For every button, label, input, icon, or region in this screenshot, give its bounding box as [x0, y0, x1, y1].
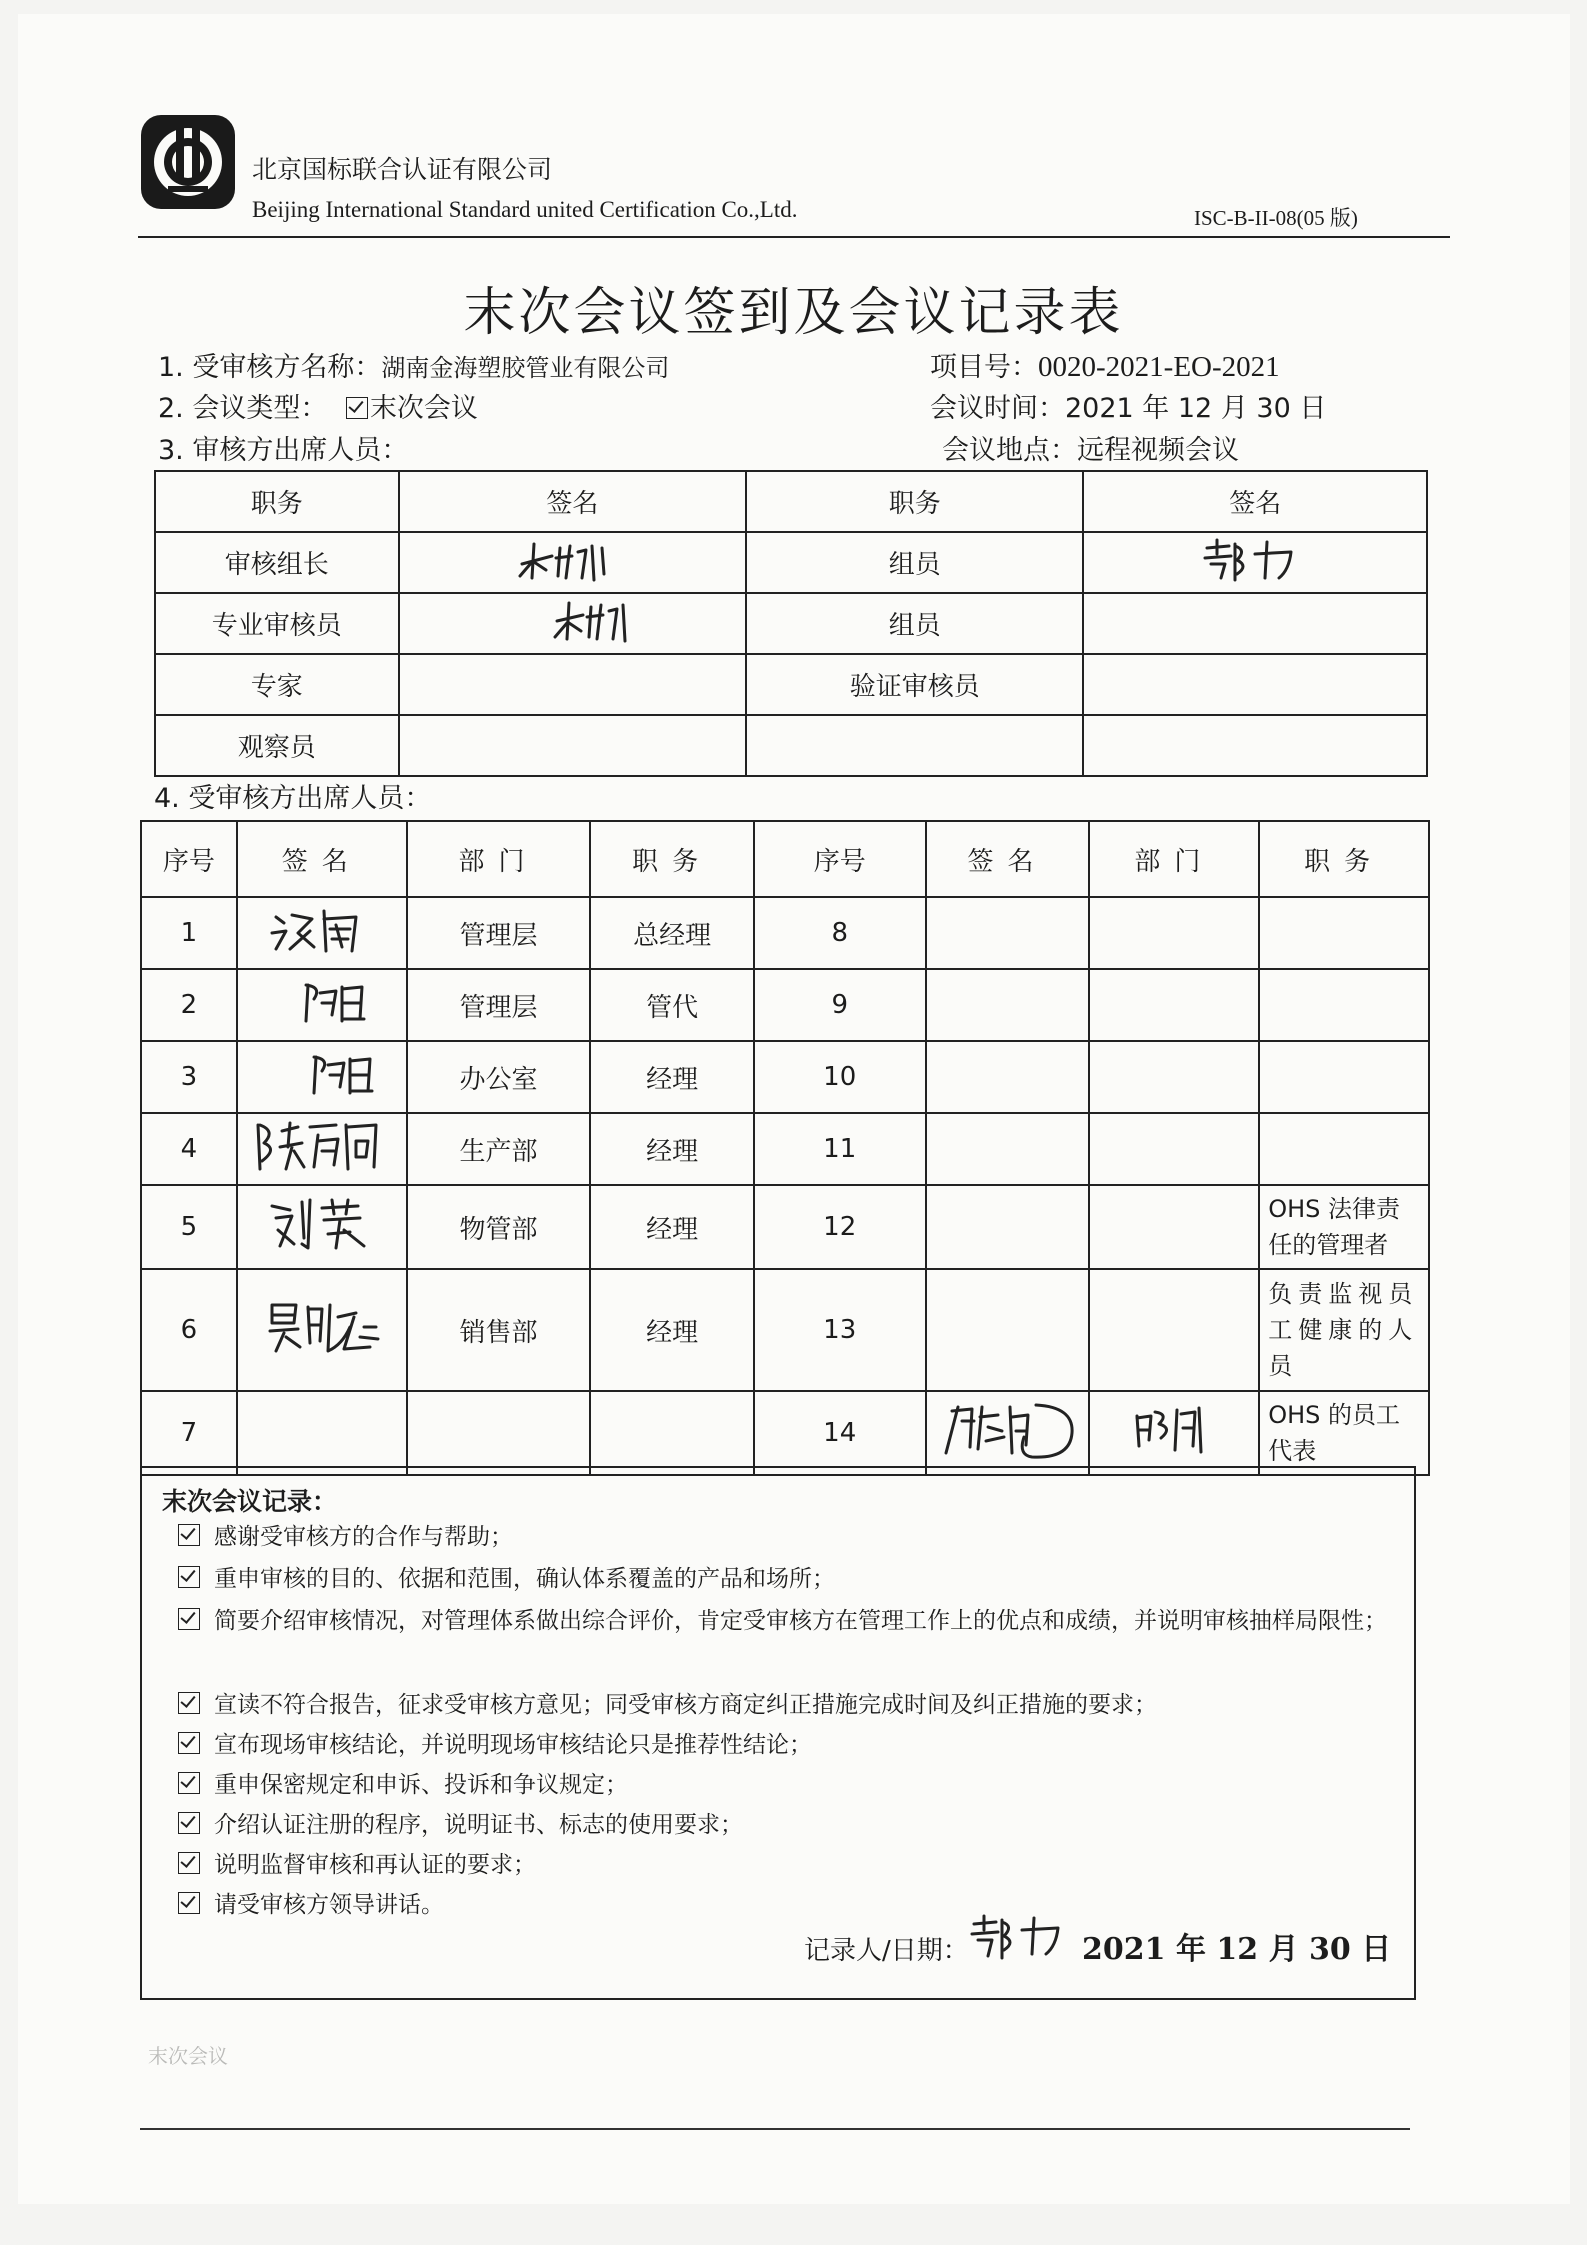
- department-cell: 管理层: [407, 897, 591, 969]
- row-number: 3: [141, 1041, 237, 1113]
- signature-cell: [926, 1185, 1090, 1269]
- auditee-value: 湖南金海塑胶管业有限公司: [381, 354, 670, 382]
- row-number: 6: [141, 1269, 237, 1391]
- table-row: [155, 593, 1427, 654]
- signature-cell: [399, 532, 747, 593]
- row-number: 12: [754, 1185, 926, 1269]
- handwritten-signature: [932, 1397, 1082, 1463]
- row-number: 13: [754, 1269, 926, 1391]
- signature-cell: [399, 593, 747, 654]
- company-logo: [138, 112, 238, 212]
- role-cell: 专业审核员: [155, 593, 399, 654]
- record-item-text: 重申审核的目的、依据和范围，确认体系覆盖的产品和场所；: [214, 1566, 835, 1592]
- col-header-title: 职务: [590, 821, 754, 897]
- signature-cell: [237, 969, 407, 1041]
- auditor-table: [154, 470, 1428, 777]
- department-cell: 办公室: [407, 1041, 591, 1113]
- title-cell: 总经理: [590, 897, 754, 969]
- record-item: [178, 1886, 1398, 1924]
- footer-mark: 末次会议: [148, 2044, 228, 2068]
- check-icon: [178, 1852, 200, 1874]
- meeting-type-line: [158, 386, 478, 425]
- table-row: [141, 969, 1429, 1041]
- record-item: [178, 1518, 1398, 1556]
- department-cell: 管理层: [407, 969, 591, 1041]
- department-cell: 销售部: [407, 1269, 591, 1391]
- note-cell: OHS 的员工代表: [1259, 1391, 1429, 1475]
- col-header-title: 职务: [1259, 821, 1429, 897]
- row-number: 14: [754, 1391, 926, 1475]
- record-item-text: 介绍认证注册的程序，说明证书、标志的使用要求；: [214, 1812, 743, 1838]
- check-icon: [178, 1812, 200, 1834]
- title-cell: 管代: [590, 969, 754, 1041]
- title-cell: 经理: [590, 1041, 754, 1113]
- check-icon: [178, 1692, 200, 1714]
- signature-cell: [926, 1269, 1090, 1391]
- row-number: 4: [141, 1113, 237, 1185]
- meeting-time-value: 2021 年 12 月 30 日: [1065, 393, 1327, 424]
- attendees-label: 4. 受审核方出席人员：: [154, 783, 432, 814]
- document-code: ISC-B-II-08(05 版): [1194, 206, 1358, 230]
- project-value: 0020-2021-EO-2021: [1038, 351, 1280, 383]
- recorder-signature: [962, 1908, 1082, 1968]
- meeting-type-checkbox: [346, 397, 368, 419]
- table-row: [155, 654, 1427, 715]
- department-cell: [1089, 1113, 1259, 1185]
- row-number: 7: [141, 1391, 237, 1475]
- title-cell: 经理: [590, 1113, 754, 1185]
- role-cell: 组员: [746, 532, 1083, 593]
- role-cell: 验证审核员: [746, 654, 1083, 715]
- col-header-signature: 签名: [1083, 471, 1427, 532]
- department-cell: [1089, 1041, 1259, 1113]
- handwritten-signature: [262, 1194, 382, 1254]
- record-item-text: 说明监督审核和再认证的要求；: [214, 1852, 536, 1878]
- table-header-row: [155, 471, 1427, 532]
- company-name-cn: 北京国标联合认证有限公司: [252, 155, 553, 184]
- record-item-text: 宣布现场审核结论，并说明现场审核结论只是推荐性结论；: [214, 1732, 812, 1758]
- table-row: [141, 1185, 1429, 1269]
- note-cell: [1259, 969, 1429, 1041]
- table-row: [155, 715, 1427, 776]
- signature-cell: [237, 1113, 407, 1185]
- department-cell: [1089, 969, 1259, 1041]
- meeting-type-label: 2. 会议类型：: [158, 393, 328, 424]
- table-row: [141, 1391, 1429, 1475]
- col-header-no: 序号: [141, 821, 237, 897]
- col-header-role: 职务: [746, 471, 1083, 532]
- signature-cell: [926, 969, 1090, 1041]
- record-item-text: 重申保密规定和申诉、投诉和争议规定；: [214, 1772, 628, 1798]
- recorder-label: 记录人/日期：: [804, 1936, 969, 1966]
- table-header-row: [141, 821, 1429, 897]
- department-cell: 生产部: [407, 1113, 591, 1185]
- role-cell: 观察员: [155, 715, 399, 776]
- project-label: 项目号：: [930, 352, 1038, 383]
- meeting-time-label: 会议时间：: [930, 393, 1065, 424]
- signature-cell: [1083, 654, 1427, 715]
- handwritten-signature: [1195, 534, 1315, 584]
- handwritten-signature: [512, 534, 632, 584]
- record-item: [178, 1726, 1398, 1764]
- col-header-department: 部门: [1089, 821, 1259, 897]
- signature-cell: [1083, 532, 1427, 593]
- col-header-department: 部门: [407, 821, 591, 897]
- record-item: [178, 1846, 1398, 1884]
- meeting-place-label: 会议地点：: [942, 435, 1077, 466]
- col-header-signature: 签名: [926, 821, 1090, 897]
- handwritten-signature: [252, 1117, 392, 1175]
- table-row: [155, 532, 1427, 593]
- role-cell: [746, 715, 1083, 776]
- note-cell: [1259, 1113, 1429, 1185]
- signature-cell: [237, 897, 407, 969]
- department-cell: 物管部: [407, 1185, 591, 1269]
- handwritten-signature: [262, 1047, 382, 1101]
- record-item: [178, 1806, 1398, 1844]
- signature-cell: [926, 1391, 1090, 1475]
- signature-cell: [926, 1113, 1090, 1185]
- record-item-text: 请受审核方领导讲话。: [214, 1892, 444, 1918]
- record-title: 末次会议记录：: [162, 1487, 338, 1516]
- company-name-en: Beijing International Standard united Certification Co.,Ltd.: [252, 197, 798, 222]
- col-header-no: 序号: [754, 821, 926, 897]
- handwritten-signature: [262, 903, 382, 957]
- attendee-table: [140, 820, 1430, 1476]
- auditee-label: 1. 受审核方名称：: [158, 352, 382, 383]
- project-line: [930, 345, 1280, 384]
- title-cell: 经理: [590, 1269, 754, 1391]
- handwritten-signature: [1129, 1400, 1219, 1460]
- table-row: [141, 1113, 1429, 1185]
- row-number: 9: [754, 969, 926, 1041]
- role-cell: 组员: [746, 593, 1083, 654]
- note-cell: OHS 法律责任的管理者: [1259, 1185, 1429, 1269]
- signature-cell: [926, 1041, 1090, 1113]
- meeting-time-line: [930, 386, 1326, 425]
- role-cell: 专家: [155, 654, 399, 715]
- record-item: [178, 1766, 1398, 1804]
- department-cell: [1089, 1269, 1259, 1391]
- signature-cell: [237, 1391, 407, 1475]
- signature-cell: [926, 897, 1090, 969]
- col-header-signature: 签名: [399, 471, 747, 532]
- note-cell: [1259, 1041, 1429, 1113]
- note-cell: 负责监视员工健康的人员: [1259, 1269, 1429, 1391]
- signature-cell: [237, 1269, 407, 1391]
- signature-cell: [399, 654, 747, 715]
- row-number: 11: [754, 1113, 926, 1185]
- signature-cell: [1083, 715, 1427, 776]
- record-item-text: 简要介绍审核情况，对管理体系做出综合评价，肯定受审核方在管理工作上的优点和成绩，并说明审核抽样局限性；: [214, 1608, 1387, 1634]
- check-icon: [178, 1732, 200, 1754]
- col-header-signature: 签名: [237, 821, 407, 897]
- signature-cell: [237, 1041, 407, 1113]
- row-number: 10: [754, 1041, 926, 1113]
- auditors-label: 3. 审核方出席人员：: [158, 435, 409, 466]
- row-number: 5: [141, 1185, 237, 1269]
- table-row: [141, 1041, 1429, 1113]
- department-cell: [1089, 1185, 1259, 1269]
- role-cell: 审核组长: [155, 532, 399, 593]
- record-item-text: 宣读不符合报告，征求受审核方意见；同受审核方商定纠正措施完成时间及纠正措施的要求；: [214, 1692, 1157, 1718]
- check-icon: [178, 1608, 200, 1630]
- signature-cell: [1083, 593, 1427, 654]
- meeting-place-line: [942, 428, 1239, 467]
- title-cell: 经理: [590, 1185, 754, 1269]
- title-cell: [590, 1391, 754, 1475]
- header-rule: [138, 236, 1450, 238]
- signature-cell: [1089, 1391, 1259, 1475]
- meeting-type-value: 末次会议: [369, 393, 478, 424]
- department-cell: [407, 1391, 591, 1475]
- row-number: 1: [141, 897, 237, 969]
- record-item-text: 感谢受审核方的合作与帮助；: [214, 1524, 513, 1550]
- meeting-record-box: [140, 1466, 1416, 2000]
- handwritten-signature: [497, 595, 647, 645]
- record-item: [178, 1686, 1398, 1724]
- record-item: [178, 1560, 1398, 1598]
- record-date: 2021 年 12 月 30 日: [1082, 1932, 1392, 1967]
- row-number: 2: [141, 969, 237, 1041]
- col-header-role: 职务: [155, 471, 399, 532]
- auditee-line: [158, 345, 669, 384]
- check-icon: [178, 1566, 200, 1588]
- signature-cell: [399, 715, 747, 776]
- check-icon: [178, 1524, 200, 1546]
- footer-rule: [140, 2128, 1410, 2130]
- department-cell: [1089, 897, 1259, 969]
- table-row: [141, 1269, 1429, 1391]
- note-cell: [1259, 897, 1429, 969]
- row-number: 8: [754, 897, 926, 969]
- handwritten-signature: [262, 975, 382, 1029]
- table-row: [141, 897, 1429, 969]
- handwritten-signature: [252, 1297, 392, 1357]
- check-icon: [178, 1892, 200, 1914]
- record-item: [178, 1602, 1434, 1640]
- check-icon: [178, 1772, 200, 1794]
- meeting-place-value: 远程视频会议: [1077, 435, 1239, 466]
- page-title: 末次会议签到及会议记录表: [463, 283, 1124, 343]
- signature-cell: [237, 1185, 407, 1269]
